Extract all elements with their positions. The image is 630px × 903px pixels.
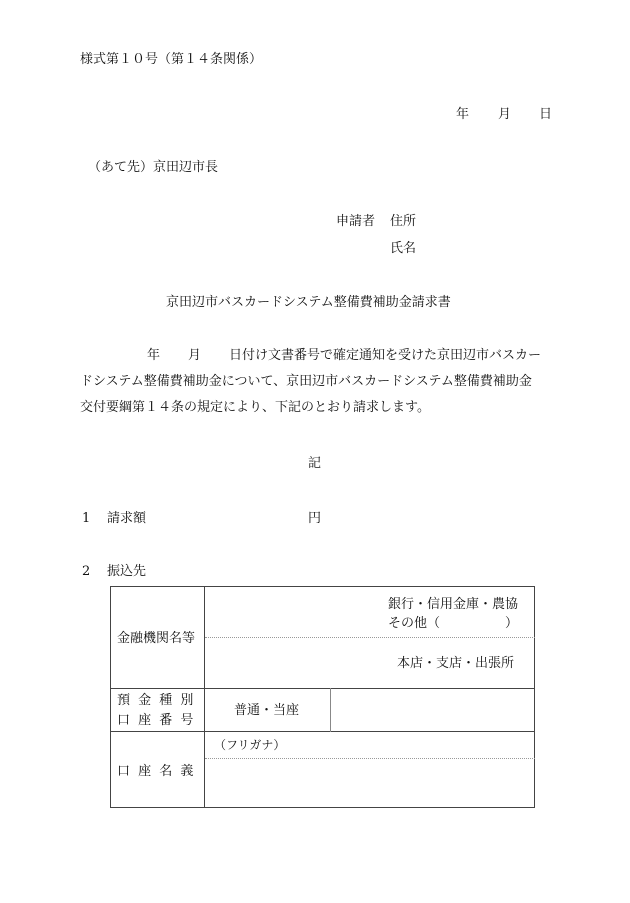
applicant-label: 申請者	[336, 214, 376, 229]
row-divider	[111, 731, 535, 732]
date-month: 月	[498, 107, 512, 122]
form-number: 様式第１０号（第１４条関係）	[80, 52, 263, 67]
dotted-divider	[205, 637, 535, 638]
body-month: 月	[188, 348, 202, 363]
body-line1: 日付け文書番号で確定通知を受けた京田辺市バスカー	[229, 348, 542, 363]
item1-label: 請求額	[107, 511, 147, 526]
body-year: 年	[147, 348, 161, 363]
institution-types: 銀行・信用金庫・農協	[388, 597, 519, 612]
date-year: 年	[456, 107, 470, 122]
ki-heading: 記	[308, 456, 322, 471]
body-line2: ドシステム整備費補助金について、京田辺市バスカードシステム整備費補助金	[80, 374, 532, 389]
cell-divider	[330, 688, 331, 732]
row-divider	[111, 688, 535, 689]
item2-number: 2	[82, 564, 91, 579]
date-day: 日	[539, 107, 553, 122]
applicant-name-label: 氏名	[390, 241, 417, 256]
deposit-type-label: 預 金 種 別	[117, 693, 196, 708]
furigana-label: （フリガナ）	[214, 738, 286, 752]
dotted-divider	[205, 758, 535, 759]
bank-transfer-table	[110, 586, 535, 808]
institution-other: その他（ ）	[388, 616, 519, 631]
applicant-address-label: 住所	[390, 214, 417, 229]
item1-number: 1	[82, 511, 91, 526]
column-divider	[204, 587, 205, 808]
branch-types: 本店・支店・出張所	[397, 656, 515, 671]
item1-unit: 円	[308, 511, 322, 526]
addressee: （あて先）京田辺市長	[88, 160, 219, 175]
document-title: 京田辺市バスカードシステム整備費補助金請求書	[166, 295, 451, 310]
deposit-options: 普通・当座	[234, 703, 300, 718]
account-number-label: 口 座 番 号	[117, 713, 196, 728]
account-name-label: 口 座 名 義	[117, 764, 196, 779]
item2-label: 振込先	[107, 564, 147, 579]
body-line3: 交付要綱第１４条の規定により、下記のとおり請求します。	[80, 400, 430, 415]
institution-label: 金融機関名等	[117, 631, 196, 646]
